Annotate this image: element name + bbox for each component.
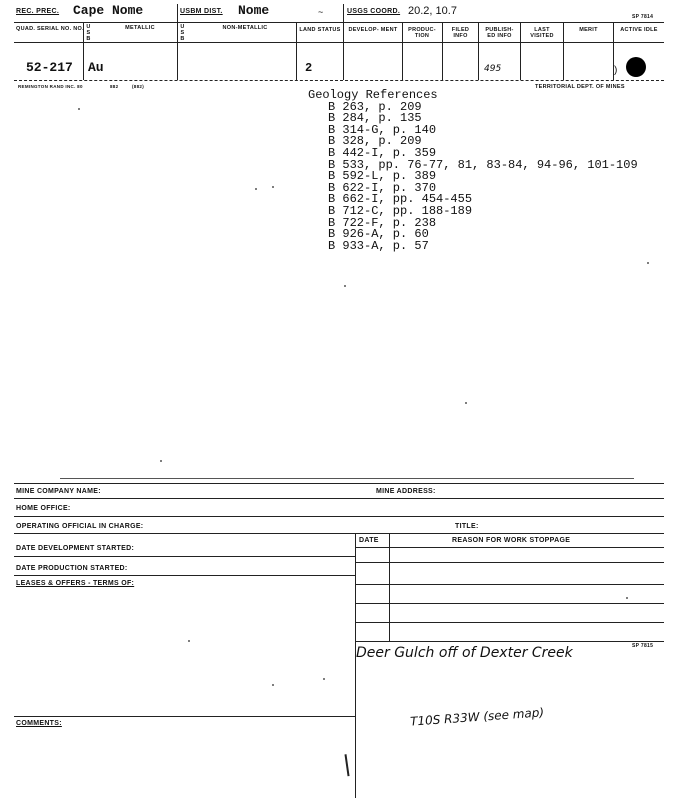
printer-note: REMINGTON RAND INC. 80 <box>18 84 83 89</box>
metallic-header: METALLIC <box>125 25 155 31</box>
reference-line: B 592-L, p. 389 <box>328 169 437 184</box>
printer-code-2: (882) <box>132 84 145 89</box>
reference-line: B 263, p. 209 <box>328 99 422 114</box>
usbm-dist-label: USBM DIST. <box>180 8 223 15</box>
land-status-value[interactable]: 2 <box>305 61 313 75</box>
reference-line: B 926-A, p. 60 <box>328 227 429 242</box>
idle-check-mark: ) <box>614 65 618 76</box>
land-status-header: LAND STATUS <box>299 27 341 33</box>
reference-line: B 712-C, pp. 188-189 <box>328 203 473 218</box>
scan-speck <box>188 640 190 642</box>
reference-line: B 533, pp. 76-77, 81, 83-84, 94-96, 101-109 <box>328 157 638 172</box>
scan-speck <box>78 108 80 110</box>
comments-label: COMMENTS: <box>16 720 62 727</box>
reference-line: B 328, p. 209 <box>328 134 422 149</box>
date-production-started-label: DATE PRODUCTION STARTED: <box>16 565 128 572</box>
reference-line: B 933-A, p. 57 <box>328 238 429 253</box>
form-number-2: SP 7815 <box>632 643 654 649</box>
production-header: PRODUC- TION <box>408 27 436 39</box>
scan-speck <box>344 285 346 287</box>
reference-line: B 314-G, p. 140 <box>328 122 437 137</box>
reference-line: B 284, p. 135 <box>328 111 422 126</box>
handwritten-location[interactable]: Deer Gulch off of Dexter Creek <box>356 645 573 661</box>
scan-speck <box>272 186 274 188</box>
handwritten-township[interactable]: T10S R33W (see map) <box>409 705 545 729</box>
scan-speck <box>647 262 649 264</box>
scan-speck <box>626 597 628 599</box>
scan-speck <box>160 460 162 462</box>
filed-info-header: FILED INFO <box>451 27 470 39</box>
geology-references <box>308 90 638 252</box>
published-info-value[interactable]: 495 <box>484 64 502 74</box>
scan-speck <box>323 678 325 680</box>
reference-line: B 442-I, p. 359 <box>328 145 437 160</box>
rec-prec-value[interactable]: Cape Nome <box>73 3 144 18</box>
mine-company-name-label: MINE COMPANY NAME: <box>16 488 101 495</box>
published-info-header: PUBLISH- ED INFO <box>485 27 514 39</box>
dash-mark: ~ <box>318 7 324 17</box>
active-idle-header: ACTIVE IDLE <box>620 27 658 33</box>
department-label: TERRITORIAL DEPT. OF MINES <box>535 84 625 90</box>
printer-code-1: 882 <box>110 84 119 89</box>
usgs-coord-value[interactable]: 20.2, 10.7 <box>408 5 457 17</box>
reference-line: B 722-F, p. 238 <box>328 215 437 230</box>
serial-value[interactable]: 52-217 <box>26 60 73 75</box>
reference-line: B 622-I, p. 370 <box>328 180 437 195</box>
reason-column-header: REASON FOR WORK STOPPAGE <box>452 537 571 544</box>
home-office-label: HOME OFFICE: <box>16 505 71 512</box>
geology-title: Geology References <box>308 88 438 102</box>
development-header: DEVELOP- MENT <box>348 27 398 33</box>
merit-header: MERIT <box>579 27 598 33</box>
metallic-value[interactable]: Au <box>88 60 104 75</box>
usb-left-header: U S B <box>86 24 91 42</box>
scan-speck <box>465 402 467 404</box>
usb-right-header: U S B <box>180 24 185 42</box>
quad-serial-header: QUAD. SERIAL NO. NO. <box>16 26 84 32</box>
date-development-started-label: DATE DEVELOPMENT STARTED: <box>16 545 135 552</box>
usgs-coord-label: USGS COORD. <box>347 8 401 15</box>
active-status-dot[interactable] <box>626 57 646 77</box>
form-number: SP 7814 <box>632 14 654 20</box>
reference-line: B 662-I, pp. 454-455 <box>328 192 473 207</box>
leases-offers-label: LEASES & OFFERS - TERMS OF: <box>16 580 135 587</box>
date-column-header: DATE <box>359 537 379 544</box>
rec-prec-label: REC. PREC. <box>16 8 60 15</box>
usbm-dist-value[interactable]: Nome <box>238 3 270 18</box>
title-label: TITLE: <box>455 523 479 530</box>
scan-speck <box>255 188 257 190</box>
pen-mark <box>344 754 352 776</box>
last-visited-header: LAST VISITED <box>530 27 554 39</box>
mine-address-label: MINE ADDRESS: <box>376 488 436 495</box>
scan-speck <box>272 684 274 686</box>
operating-official-label: OPERATING OFFICIAL IN CHARGE: <box>16 523 144 530</box>
non-metallic-header: NON-METALLIC <box>222 25 268 31</box>
